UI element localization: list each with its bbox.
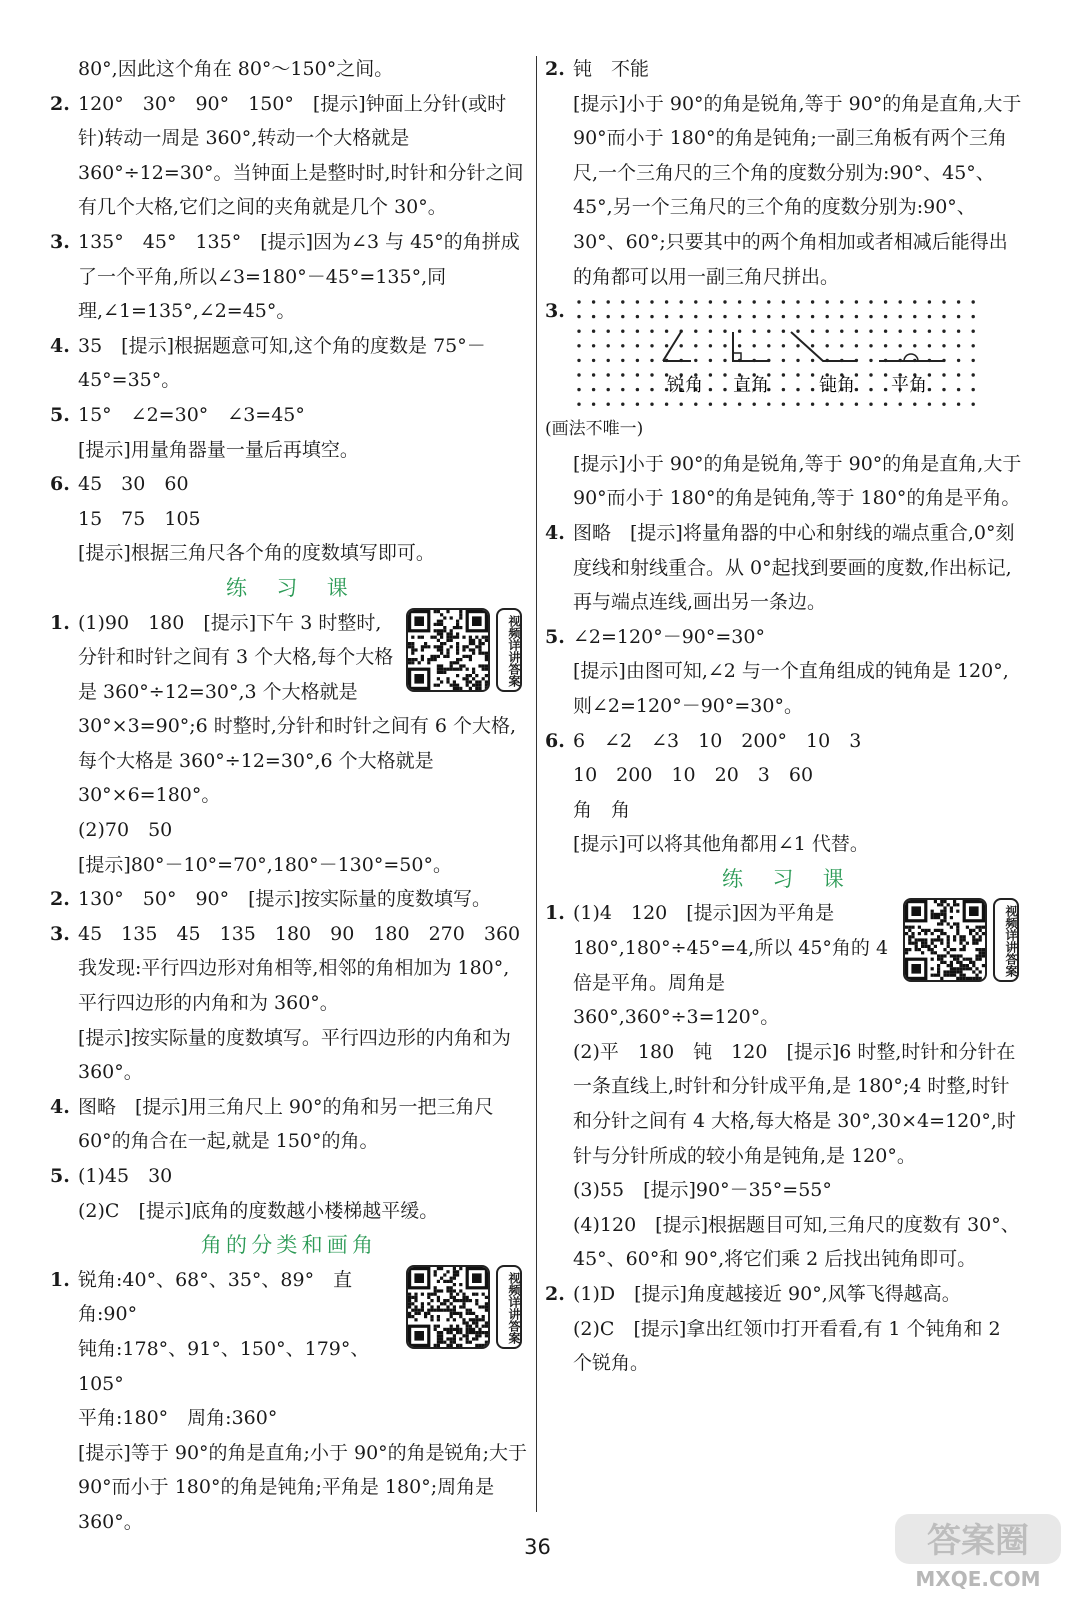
grid-dot <box>753 315 756 318</box>
video-explanation-label: 视频详讲答案 <box>496 608 522 692</box>
grid-dot <box>636 300 639 303</box>
grid-dot <box>782 388 785 391</box>
item-number: 6. <box>50 473 70 496</box>
answer-text: 135° 45° 135° [提示]因为∠3 与 45°的角拼成了一个平角,所以∠3=180°－45°=135°,同理,∠1=135°,∠2=45°。 <box>78 230 520 323</box>
grid-dot <box>957 315 960 318</box>
grid-dot <box>680 315 683 318</box>
grid-dot <box>680 403 683 406</box>
grid-dot <box>621 403 624 406</box>
grid-dot <box>753 300 756 303</box>
answer-line: 10 200 10 20 3 60 <box>573 764 814 787</box>
item-number: 2. <box>545 1283 565 1305</box>
grid-dot <box>928 403 931 406</box>
grid-dot <box>972 330 975 333</box>
grid-dot <box>782 315 785 318</box>
answer-item-2 <box>545 1277 1025 1381</box>
grid-dot <box>636 315 639 318</box>
grid-dot <box>826 403 829 406</box>
answer-text: 130° 50° 90° [提示]按实际量的度数填写。 <box>78 888 491 911</box>
grid-dot <box>767 315 770 318</box>
grid-dot <box>796 300 799 303</box>
grid-dot <box>855 373 858 376</box>
drawing-note: (画法不唯一) <box>545 419 644 440</box>
grid-dot <box>942 315 945 318</box>
label-right: 直角 <box>733 375 769 397</box>
grid-dot <box>855 330 858 333</box>
grid-dot <box>592 344 595 347</box>
answer-text: 35 [提示]根据题意可知,这个角的度数是 75°－45°=35°。 <box>78 334 486 392</box>
answer-line: 45 30 60 <box>78 473 189 496</box>
grid-dot <box>709 300 712 303</box>
grid-dot <box>972 388 975 391</box>
item-number: 1. <box>50 611 70 634</box>
grid-dot <box>869 300 872 303</box>
grid-dot <box>621 330 624 333</box>
grid-dot <box>913 300 916 303</box>
grid-dot <box>928 373 931 376</box>
grid-dot <box>826 330 829 333</box>
answer-text: 120° 30° 90° 150° [提示]钟面上分针(或时针)转动一周是 360°,转动一个大格就是 360°÷12=30°。当钟面上是整时时,时针和分针之间有几个大格,它们之间的夹角就是几个 30°。 <box>78 92 524 219</box>
grid-dot <box>869 330 872 333</box>
grid-dot <box>592 315 595 318</box>
answer-line: 6 ∠2 ∠3 10 200° 10 3 <box>573 729 862 752</box>
grid-dot <box>738 330 741 333</box>
grid-dot <box>972 359 975 362</box>
section-title: 角的分类和画角 <box>200 1233 378 1258</box>
grid-dot <box>621 300 624 303</box>
answer-item-5 <box>50 1159 528 1228</box>
svg-text:MXQE.COM: MXQE.COM <box>915 1567 1041 1591</box>
grid-dot <box>942 330 945 333</box>
grid-dot <box>782 403 785 406</box>
item-number: 5. <box>545 625 565 648</box>
grid-dot <box>592 388 595 391</box>
item-number: 4. <box>545 521 565 544</box>
grid-dot <box>913 344 916 347</box>
grid-dot <box>665 330 668 333</box>
grid-dot <box>957 403 960 406</box>
grid-dot <box>928 388 931 391</box>
answer-text: (1)4 120 [提示]因为平角是 180°,180°÷45°=4,所以 45°角的 4 倍是平角。周角是 360°,360°÷3=120°。 <box>573 902 889 1029</box>
answer-text: 15° ∠2=30° ∠3=45° <box>78 403 305 426</box>
grid-dot <box>607 403 610 406</box>
section-title: 练 习 课 <box>722 866 848 891</box>
answer-text: (4)120 [提示]根据题目可知,三角尺的度数有 30°、45°、60°和 90°,将它们乘 2 后找出钝角即可。 <box>573 1213 1020 1271</box>
answer-item-4 <box>50 329 528 398</box>
grid-dot <box>577 388 580 391</box>
grid-dot <box>811 388 814 391</box>
label-straight: 平角 <box>891 375 927 397</box>
section-title: 练 习 课 <box>226 575 352 600</box>
label-acute: 锐角 <box>667 375 703 397</box>
grid-dot <box>855 344 858 347</box>
grid-dot <box>723 344 726 347</box>
answer-item-3 <box>545 294 1025 412</box>
grid-dot <box>826 300 829 303</box>
svg-text:答案圈: 答案圈 <box>927 1521 1029 1561</box>
obtuse-angle-drawing <box>791 332 857 361</box>
grid-dot <box>650 315 653 318</box>
grid-dot <box>636 373 639 376</box>
grid-dot <box>753 344 756 347</box>
grid-dot <box>621 344 624 347</box>
grid-dot <box>928 300 931 303</box>
grid-dot <box>782 359 785 362</box>
grid-dot <box>607 344 610 347</box>
answer-item-2 <box>50 882 528 917</box>
answer-item-6 <box>545 724 1025 862</box>
hint-text: [提示]根据三角尺各个角的度数填写即可。 <box>78 542 435 565</box>
answer-line: 15 75 105 <box>78 507 201 530</box>
hint-text: [提示]等于 90°的角是直角;小于 90°的角是锐角;大于 90°而小于 180°的角是钝角;平角是 180°;周角是 360°。 <box>78 1441 528 1533</box>
grid-dot <box>942 300 945 303</box>
grid-dot <box>972 403 975 406</box>
answer-text: (2)平 180 钝 120 [提示]6 时整,时针和分针在一条直线上,时针和分针成平角,是 180°;4 时整,时针和分针之间有 4 大格,每大格是 30°,30×4=120°,时针与分针所成的较小角是钝角,是 120°。 <box>573 1040 1016 1167</box>
item-number: 5. <box>50 403 70 426</box>
grid-dot <box>709 373 712 376</box>
grid-dot <box>577 373 580 376</box>
grid-dot <box>796 344 799 347</box>
grid-dot <box>709 344 712 347</box>
hint-text: [提示]由图可知,∠2 与一个直角组成的钝角是 120°,则∠2=120°－90°=30°。 <box>573 660 1009 717</box>
grid-dot <box>723 300 726 303</box>
grid-dot <box>650 388 653 391</box>
grid-dot <box>957 330 960 333</box>
grid-dot <box>607 330 610 333</box>
grid-dot <box>884 330 887 333</box>
item-number: 3. <box>545 300 565 323</box>
grid-dot <box>782 330 785 333</box>
answer-item-4 <box>545 516 1025 620</box>
grid-dot <box>753 403 756 406</box>
answer-text: 图略 [提示]将量角器的中心和射线的端点重合,0°刻度线和射线重合。从 0°起找到要画的度数,作出标记,再与端点连线,画出另一条边。 <box>573 521 1015 614</box>
answer-item-3 <box>50 225 528 329</box>
grid-dot <box>592 330 595 333</box>
grid-dot <box>767 403 770 406</box>
grid-dot <box>607 359 610 362</box>
grid-dot <box>796 403 799 406</box>
grid-dot <box>694 315 697 318</box>
grid-dot <box>972 344 975 347</box>
answer-line: (1)45 30 <box>78 1165 173 1187</box>
video-explanation-label: 视频详讲答案 <box>496 1265 522 1349</box>
angle-drawings <box>573 294 993 412</box>
grid-dot <box>782 344 785 347</box>
item-number: 3. <box>50 922 70 945</box>
grid-dot <box>972 300 975 303</box>
grid-dot <box>811 359 814 362</box>
grid-dot <box>680 344 683 347</box>
item-number: 5. <box>50 1165 70 1187</box>
grid-dot <box>650 330 653 333</box>
grid-dot <box>942 388 945 391</box>
grid-dot <box>680 300 683 303</box>
answer-line: (2)C [提示]底角的度数越小楼梯越平缓。 <box>78 1199 439 1222</box>
grid-dot <box>855 403 858 406</box>
grid-dot <box>826 315 829 318</box>
grid-dot <box>723 359 726 362</box>
grid-dot <box>899 300 902 303</box>
grid-dot <box>665 403 668 406</box>
grid-dot <box>884 315 887 318</box>
item-number: 3. <box>50 230 70 253</box>
grid-dot <box>694 359 697 362</box>
answer-line: 钝 不能 <box>573 58 650 80</box>
grid-dot <box>972 315 975 318</box>
grid-dot <box>869 403 872 406</box>
grid-dot <box>884 403 887 406</box>
grid-dot <box>796 359 799 362</box>
grid-dot <box>723 388 726 391</box>
grid-dot <box>840 344 843 347</box>
grid-dot <box>884 388 887 391</box>
answer-item-2 <box>50 87 528 225</box>
grid-dot <box>869 388 872 391</box>
grid-dot <box>650 373 653 376</box>
grid-dot <box>607 388 610 391</box>
grid-dot <box>636 330 639 333</box>
grid-dot <box>577 330 580 333</box>
answer-item-6 <box>50 467 528 571</box>
answer-line: 45 135 45 135 180 90 180 270 360 <box>78 922 521 945</box>
grid-dot <box>796 330 799 333</box>
grid-dot <box>796 315 799 318</box>
grid-dot <box>723 315 726 318</box>
grid-dot <box>855 300 858 303</box>
grid-dot <box>577 315 580 318</box>
grid-dot <box>957 373 960 376</box>
item-number: 6. <box>545 729 565 752</box>
grid-dot <box>650 300 653 303</box>
grid-dot <box>884 373 887 376</box>
hint-text: [提示]小于 90°的角是锐角,等于 90°的角是直角,大于 90°而小于 180°的角是钝角;一副三角板有两个三角尺,一个三角尺的三个角的度数分别为:90°、45°、45°,另一个三角尺的三个角的度数分别为:90°、30°、60°;只要其中的两个角相加或者相减后能得出的角都可以用一副三角尺拼出。 <box>573 92 1022 288</box>
hint-text: [提示]按实际量的度数填写。平行四边形的内角和为 360°。 <box>78 1026 511 1084</box>
grid-dot <box>899 403 902 406</box>
item-number: 2. <box>50 92 70 115</box>
page-number: 36 <box>524 1535 551 1559</box>
answer-item-1 <box>50 606 528 883</box>
grid-dot <box>592 359 595 362</box>
grid-dot <box>709 359 712 362</box>
hint-text: [提示]用量角器量一量后再填空。 <box>78 438 359 461</box>
grid-dot <box>694 344 697 347</box>
grid-dot <box>738 403 741 406</box>
grid-dot <box>957 300 960 303</box>
qr-code[interactable] <box>406 1265 490 1349</box>
answer-item-4 <box>50 1090 528 1159</box>
grid-dot <box>636 403 639 406</box>
grid-dot <box>738 315 741 318</box>
grid-dot <box>709 330 712 333</box>
grid-dot <box>738 344 741 347</box>
answer-item-2 <box>545 52 1025 294</box>
hint-text: [提示]小于 90°的角是锐角,等于 90°的角是直角,大于 90°而小于 180°的角是钝角,等于 180°的角是平角。 <box>573 452 1022 510</box>
item-number: 1. <box>50 1268 70 1291</box>
item-number: 4. <box>50 1095 70 1118</box>
grid-dot <box>709 403 712 406</box>
grid-dot <box>942 403 945 406</box>
grid-dot <box>855 388 858 391</box>
grid-dot <box>577 359 580 362</box>
grid-dot <box>840 300 843 303</box>
grid-dot <box>913 315 916 318</box>
grid-dot <box>869 359 872 362</box>
hint-text: [提示]可以将其他角都用∠1 代替。 <box>573 833 869 856</box>
grid-dot <box>650 344 653 347</box>
item-number: 1. <box>545 902 565 925</box>
grid-dot <box>957 388 960 391</box>
grid-dot <box>840 403 843 406</box>
grid-dot <box>811 344 814 347</box>
grid-dot <box>782 373 785 376</box>
answer-text: 图略 [提示]用三角尺上 90°的角和另一把三角尺 60°的角合在一起,就是 150°的角。 <box>78 1095 494 1153</box>
grid-dot <box>957 344 960 347</box>
qr-code-block[interactable] <box>903 898 1025 982</box>
answer-line: 锐角:40°、68°、35°、89° 直角:90° <box>78 1268 353 1326</box>
grid-dot <box>709 388 712 391</box>
grid-dot <box>767 344 770 347</box>
answer-text: (1)90 180 [提示]下午 3 时整时,分针和时针之间有 3 个大格,每个大格是 360°÷12=30°,3 个大格就是 30°×3=90°;6 时整时,分针和时针之间有 6 个大格,每个大格是 360°÷12=30°,6 个大格就是 30°×6=180°。 <box>78 611 517 807</box>
grid-dot <box>636 344 639 347</box>
dot-grid-figure <box>573 294 1025 412</box>
item-number: 4. <box>50 334 70 357</box>
grid-dot <box>621 373 624 376</box>
grid-dot <box>577 344 580 347</box>
grid-dot <box>811 403 814 406</box>
answer-line: (1)D [提示]角度越接近 90°,风筝飞得越高。 <box>573 1283 961 1305</box>
finding-text: 我发现:平行四边形对角相等,相邻的角相加为 180°,平行四边形的内角和为 360°。 <box>78 957 510 1015</box>
right-column <box>545 52 1025 1381</box>
answer-line: (2)70 50 <box>78 819 173 842</box>
grid-dot <box>884 344 887 347</box>
grid-dot <box>650 359 653 362</box>
grid-dot <box>840 330 843 333</box>
grid-dot <box>899 315 902 318</box>
grid-dot <box>767 330 770 333</box>
grid-dot <box>665 315 668 318</box>
grid-dot <box>694 300 697 303</box>
grid-dot <box>826 344 829 347</box>
grid-dot <box>782 300 785 303</box>
answer-line: 钝角:178°、91°、150°、179°、105° <box>78 1337 370 1395</box>
grid-dot <box>592 373 595 376</box>
grid-dot <box>723 373 726 376</box>
grid-dot <box>811 330 814 333</box>
left-column <box>50 52 528 1540</box>
grid-dot <box>753 330 756 333</box>
grid-dot <box>796 373 799 376</box>
grid-dot <box>607 300 610 303</box>
grid-dot <box>928 315 931 318</box>
grid-dot <box>694 330 697 333</box>
continuation-line: 80°,因此这个角在 80°～150°之间。 <box>78 58 394 80</box>
qr-code-block[interactable] <box>406 1265 528 1349</box>
grid-dot <box>592 300 595 303</box>
qr-code[interactable] <box>903 898 987 982</box>
grid-dot <box>738 300 741 303</box>
grid-dot <box>767 300 770 303</box>
grid-dot <box>621 315 624 318</box>
grid-dot <box>650 403 653 406</box>
grid-dot <box>942 344 945 347</box>
grid-dot <box>811 315 814 318</box>
grid-dot <box>869 344 872 347</box>
grid-dot <box>709 315 712 318</box>
grid-dot <box>928 344 931 347</box>
grid-dot <box>899 330 902 333</box>
label-obtuse: 钝角 <box>819 375 855 397</box>
grid-dot <box>942 373 945 376</box>
grid-dot <box>811 373 814 376</box>
grid-dot <box>796 388 799 391</box>
answer-line: 平角:180° 周角:360° <box>78 1407 278 1430</box>
answer-item-1 <box>545 896 1025 1277</box>
answer-line: ∠2=120°－90°=30° <box>573 625 765 648</box>
watermark-logo <box>893 1512 1063 1592</box>
grid-dot <box>723 403 726 406</box>
column-divider <box>536 56 537 1512</box>
qr-code-block[interactable] <box>406 608 528 692</box>
grid-dot <box>665 300 668 303</box>
grid-dot <box>607 315 610 318</box>
item-number: 2. <box>545 58 565 80</box>
video-explanation-label: 视频详讲答案 <box>993 898 1019 982</box>
grid-dot <box>723 330 726 333</box>
grid-dot <box>621 359 624 362</box>
grid-dot <box>928 330 931 333</box>
answer-line: 角 角 <box>573 798 631 821</box>
item-number: 2. <box>50 888 70 911</box>
grid-dot <box>913 330 916 333</box>
grid-dot <box>884 300 887 303</box>
grid-dot <box>913 403 916 406</box>
grid-dot <box>840 315 843 318</box>
answer-item-1 <box>50 1263 528 1540</box>
grid-dot <box>665 344 668 347</box>
grid-dot <box>577 300 580 303</box>
grid-dot <box>972 373 975 376</box>
grid-dot <box>592 403 595 406</box>
grid-dot <box>694 403 697 406</box>
answer-line: (3)55 [提示]90°－35°=55° <box>573 1179 832 1202</box>
answer-item-5 <box>545 620 1025 724</box>
answer-item-3 <box>50 917 528 1090</box>
grid-dot <box>957 359 960 362</box>
grid-dot <box>621 388 624 391</box>
qr-code[interactable] <box>406 608 490 692</box>
hint-text: [提示]80°－10°=70°,180°－130°=50°。 <box>78 853 452 876</box>
grid-dot <box>869 373 872 376</box>
grid-dot <box>636 359 639 362</box>
answer-text: (2)C [提示]拿出红领巾打开看看,有 1 个钝角和 2 个锐角。 <box>573 1317 1001 1375</box>
grid-dot <box>636 388 639 391</box>
grid-dot <box>869 315 872 318</box>
grid-dot <box>577 403 580 406</box>
grid-dot <box>607 373 610 376</box>
grid-dot <box>811 300 814 303</box>
grid-dot <box>855 315 858 318</box>
answer-item-5 <box>50 398 528 467</box>
grid-dot <box>899 344 902 347</box>
